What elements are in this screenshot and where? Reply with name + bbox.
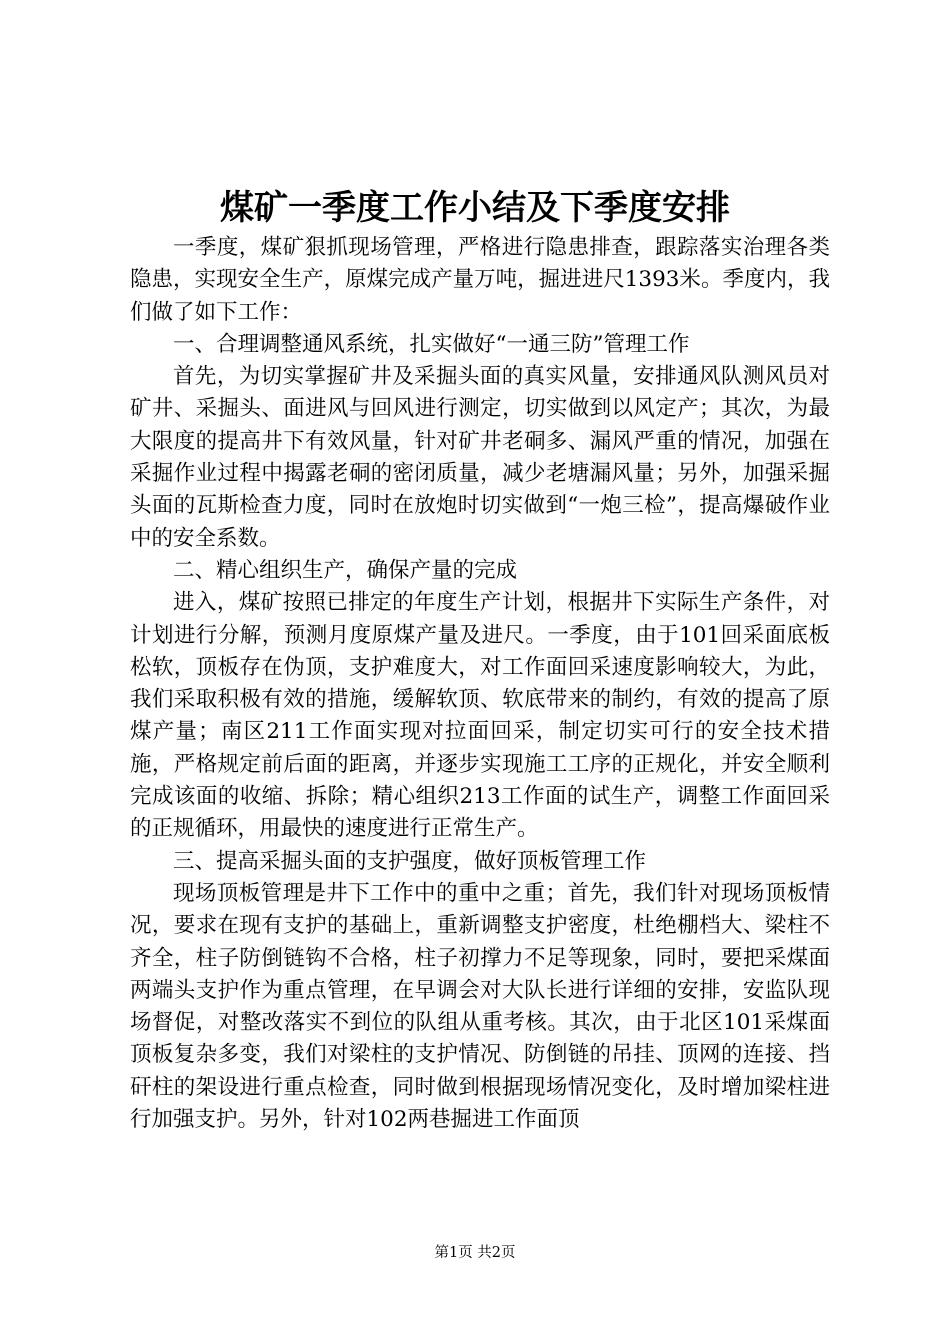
section-1-paragraph: 首先，为切实掌握矿井及采掘头面的真实风量，安排通风队测风员对矿井、采掘头、面进风与回风进行测定，切实做到以风定产；其次，为最大限度的提高井下有效风量，针对矿井老硐多、漏风严重的情况，加强在采掘作业过程中揭露老硐的密闭质量，减少老塘漏风量；另外，加强采掘头面的瓦斯检查力度，同时在放炮时切实做到“一炮三检”，提高爆破作业中的安全系数。 — [130, 364, 830, 551]
page-number-footer: 第1页 共2页 — [434, 1245, 516, 1261]
section-heading-1: 一、合理调整通风系统，扎实做好“一通三防”管理工作 — [173, 331, 690, 357]
document-body — [130, 232, 830, 1136]
section-heading-3: 三、提高采掘头面的支护强度，做好顶板管理工作 — [173, 848, 647, 874]
intro-paragraph: 一季度，煤矿狠抓现场管理，严格进行隐患排查，跟踪落实治理各类隐患，实现安全生产，原煤完成产量万吨，掘进进尺1393米。季度内，我们做了如下工作： — [130, 235, 830, 325]
page-title: 煤矿一季度工作小结及下季度安排 — [220, 188, 730, 228]
section-3-paragraph: 现场顶板管理是井下工作中的重中之重；首先，我们针对现场顶板情况，要求在现有支护的基础上，重新调整支护密度，杜绝棚档大、梁柱不齐全，柱子防倒链钩不合格，柱子初撑力不足等现象，同时，要把采煤面两端头支护作为重点管理，在早调会对大队长进行详细的安排，安监队现场督促，对整改落实不到位的队组从重考核。其次，由于北区101采煤面顶板复杂多变，我们对梁柱的支护情况、防倒链的吊挂、顶网的连接、挡矸柱的架设进行重点检查，同时做到根据现场情况变化，及时增加梁柱进行加强支护。另外，针对102两巷掘进工作面顶 — [130, 880, 830, 1133]
section-heading-2: 二、精心组织生产，确保产量的完成 — [173, 557, 518, 583]
section-2-paragraph: 进入，煤矿按照已排定的年度生产计划，根据井下实际生产条件，对计划进行分解，预测月度原煤产量及进尺。一季度，由于101回采面底板松软，顶板存在伪顶，支护难度大，对工作面回采速度影响较大，为此，我们采取积极有效的措施，缓解软顶、软底带来的制约，有效的提高了原煤产量；南区211工作面实现对拉面回采，制定切实可行的安全技术措施，严格规定前后面的距离，并逐步实现施工工序的正规化，并安全顺利完成该面的收缩、拆除；精心组织213工作面的试生产，调整工作面回采的正规循环，用最快的速度进行正常生产。 — [130, 590, 830, 842]
